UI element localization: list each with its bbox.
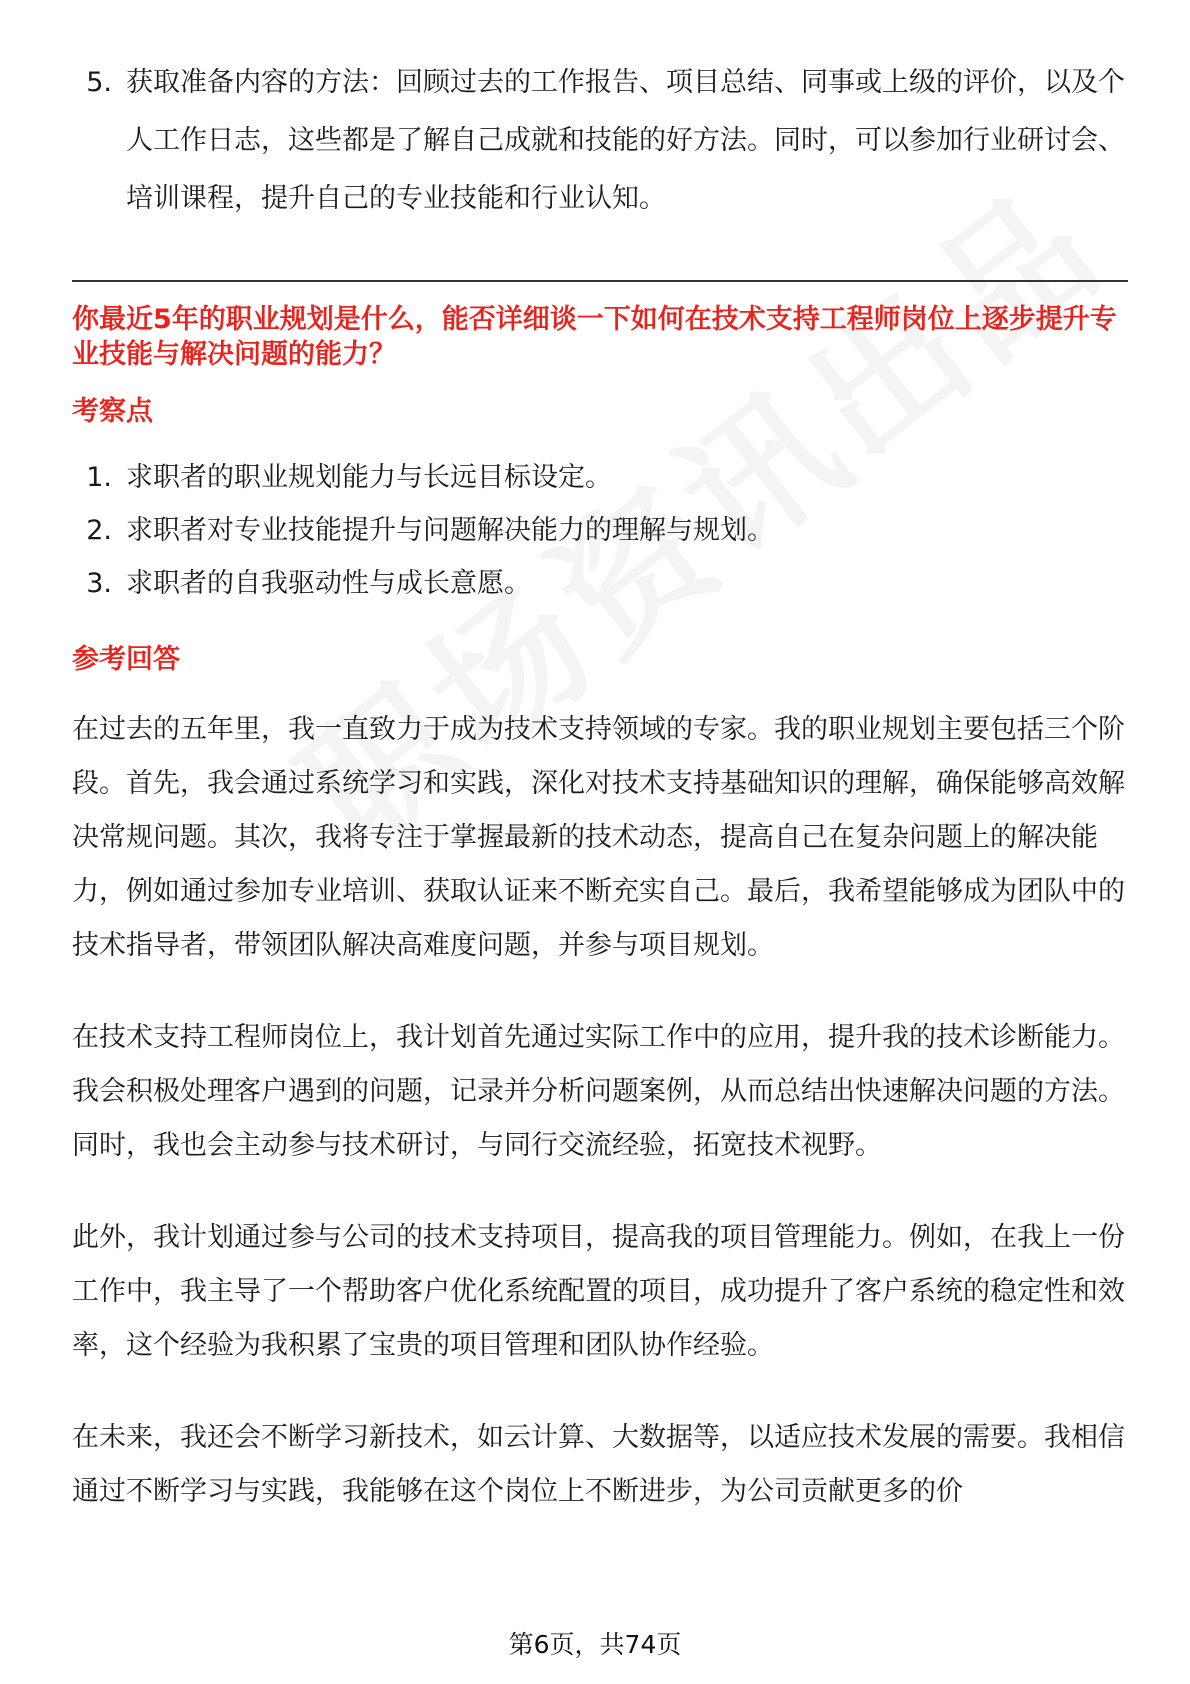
previous-list	[72, 54, 1128, 228]
section-divider	[72, 280, 1128, 282]
answer-paragraph: 在技术支持工程师岗位上，我计划首先通过实际工作中的应用，提升我的技术诊断能力。我会积极处理客户遇到的问题，记录并分析问题案例，从而总结出快速解决问题的方法。同时，我也会主动参与技术研讨，与同行交流经验，拓宽技术视野。	[72, 1022, 1125, 1161]
page-content	[72, 54, 1128, 1519]
list-item-text: 求职者的自我驱动性与成长意愿。	[126, 568, 531, 599]
list-item	[72, 54, 1128, 228]
list-item	[72, 557, 1128, 610]
answer-title: 参考回答	[72, 644, 180, 675]
list-item-text: 求职者对专业技能提升与问题解决能力的理解与规划。	[126, 515, 774, 546]
list-item	[72, 451, 1128, 504]
list-item-number: 5.	[86, 67, 112, 98]
list-item-text: 求职者的职业规划能力与长远目标设定。	[126, 462, 612, 493]
answer-paragraph: 在过去的五年里，我一直致力于成为技术支持领域的专家。我的职业规划主要包括三个阶段。首先，我会通过系统学习和实践，深化对技术支持基础知识的理解，确保能够高效解决常规问题。其次，我将专注于掌握最新的技术动态，提高自己在复杂问题上的解决能力，例如通过参加专业培训、获取认证来不断充实自己。最后，我希望能够成为团队中的技术指导者，带领团队解决高难度问题，并参与项目规划。	[72, 714, 1125, 961]
answer-paragraph: 在未来，我还会不断学习新技术，如云计算、大数据等，以适应技术发展的需要。我相信通过不断学习与实践，我能够在这个岗位上不断进步，为公司贡献更多的价	[72, 1422, 1125, 1507]
question-heading: 你最近5年的职业规划是什么，能否详细谈一下如何在技术支持工程师岗位上逐步提升专业技能与解决问题的能力？	[72, 304, 1117, 370]
list-item-number: 1.	[86, 462, 112, 493]
points-list	[72, 451, 1128, 610]
list-item-text: 获取准备内容的方法：回顾过去的工作报告、项目总结、同事或上级的评价，以及个人工作日志，这些都是了解自己成就和技能的好方法。同时，可以参加行业研讨会、培训课程，提升自己的专业技能和行业认知。	[126, 67, 1125, 214]
list-item	[72, 504, 1128, 557]
answer-paragraph: 此外，我计划通过参与公司的技术支持项目，提高我的项目管理能力。例如，在我上一份工作中，我主导了一个帮助客户优化系统配置的项目，成功提升了客户系统的稳定性和效率，这个经验为我积累了宝贵的项目管理和团队协作经验。	[72, 1222, 1125, 1361]
list-item-number: 3.	[86, 568, 112, 599]
points-title: 考察点	[72, 396, 153, 427]
list-item-number: 2.	[86, 515, 112, 546]
page-footer: 第6页，共74页	[508, 1630, 682, 1659]
